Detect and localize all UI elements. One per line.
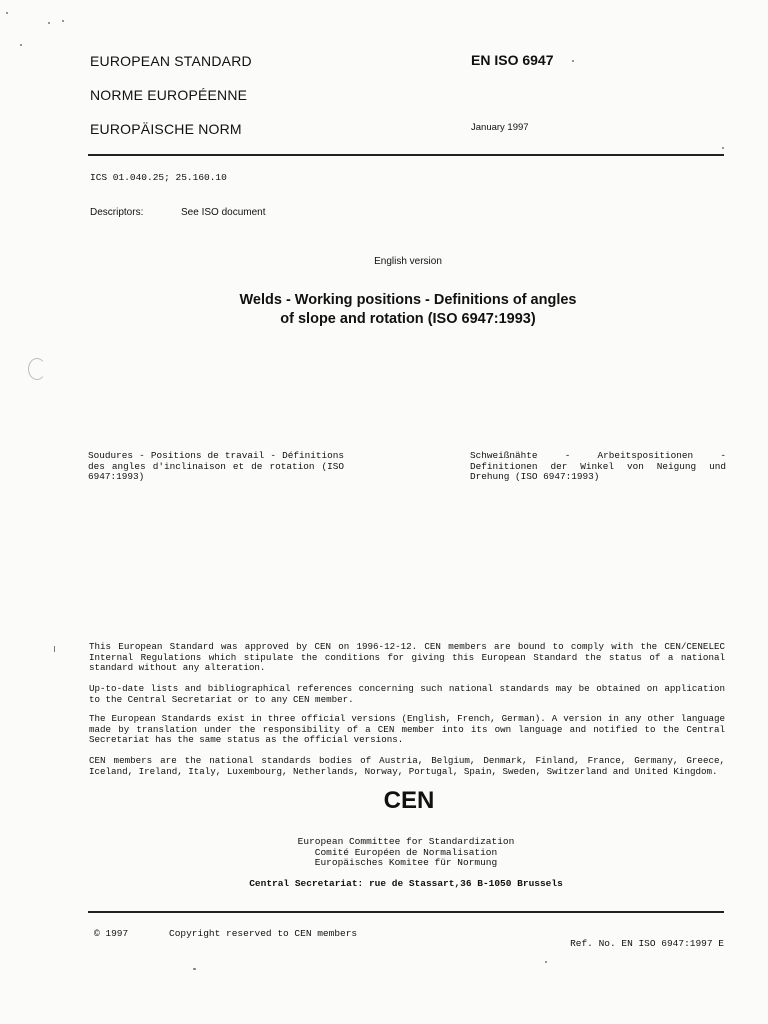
approval-paragraph: This European Standard was approved by CEN on 1996-12-12. CEN members are bound to comply with the CEN/CENELEC Internal Regulations which stipulate the conditions for giving this European Standard the status of a national standard without any alteration. xyxy=(89,641,725,674)
standard-name-fr: NORME EUROPÉENNE xyxy=(90,87,248,103)
standard-name-de: EUROPÄISCHE NORM xyxy=(90,121,242,137)
standard-name-en: EUROPEAN STANDARD xyxy=(90,53,252,69)
title-line-2: of slope and rotation (ISO 6947:1993) xyxy=(280,311,536,327)
central-secretariat: Central Secretariat: rue de Stassart,36 B-1050 Brussels xyxy=(249,878,563,889)
cen-logo: CEN xyxy=(383,787,435,814)
ics-code: ICS 01.040.25; 25.160.10 xyxy=(90,172,227,183)
descriptors-label: Descriptors: xyxy=(90,207,144,218)
cen-name-fr: Comité Européen de Normalisation xyxy=(314,846,498,858)
descriptors-value: See ISO document xyxy=(181,207,266,218)
copyright-text: Copyright reserved to CEN members xyxy=(169,928,358,939)
cen-name-de: Europäisches Komitee für Normung xyxy=(314,857,498,869)
members-paragraph: CEN members are the national standards bodies of Austria, Belgium, Denmark, Finland, France, Germany, Greece, Iceland, Ireland, Italy, Luxembourg, Netherlands, Norway, Portugal, Spain, Sweden, Switzerland and United Kingdom. xyxy=(89,755,725,777)
title-line-1: Welds - Working positions - Definitions of angles xyxy=(239,292,577,308)
references-paragraph: Up-to-date lists and bibliographical references concerning such national standards may be obtained on application to the Central Secretariat or to any CEN member. xyxy=(89,683,725,705)
scan-speck xyxy=(193,968,196,970)
document-title xyxy=(108,291,708,329)
versions-paragraph: The European Standards exist in three official versions (English, French, German). A version in any other language made by translation under the responsibility of a CEN member into its own language and notified to the Central Secretariat has the same status as the official versions. xyxy=(89,713,725,746)
punch-hole-mark xyxy=(28,358,46,380)
scan-speck xyxy=(6,12,8,14)
scan-speck xyxy=(572,60,574,62)
footer-rule xyxy=(88,911,724,913)
scan-speck xyxy=(722,147,724,149)
document-number: EN ISO 6947 xyxy=(471,52,554,68)
header-rule xyxy=(88,154,724,156)
scan-speck xyxy=(62,20,64,22)
title-french: Soudures - Positions de travail - Définitions des angles d'inclinaison et de rotation (ISO 6947:1993) xyxy=(88,450,344,482)
scan-speck xyxy=(48,22,50,24)
cen-names xyxy=(256,837,556,869)
scan-speck xyxy=(54,646,55,652)
reference-number: Ref. No. EN ISO 6947:1997 E xyxy=(570,938,724,949)
cen-name-en: European Committee for Standardization xyxy=(297,836,515,847)
scan-speck xyxy=(20,44,22,46)
scan-speck xyxy=(545,961,547,963)
publication-date: January 1997 xyxy=(471,122,529,133)
copyright-year: © 1997 xyxy=(94,928,129,939)
version-label: English version xyxy=(374,256,442,267)
title-german: Schweißnähte - Arbeitspositionen - Definitionen der Winkel von Neigung und Drehung (ISO 6947:1993) xyxy=(470,450,726,482)
